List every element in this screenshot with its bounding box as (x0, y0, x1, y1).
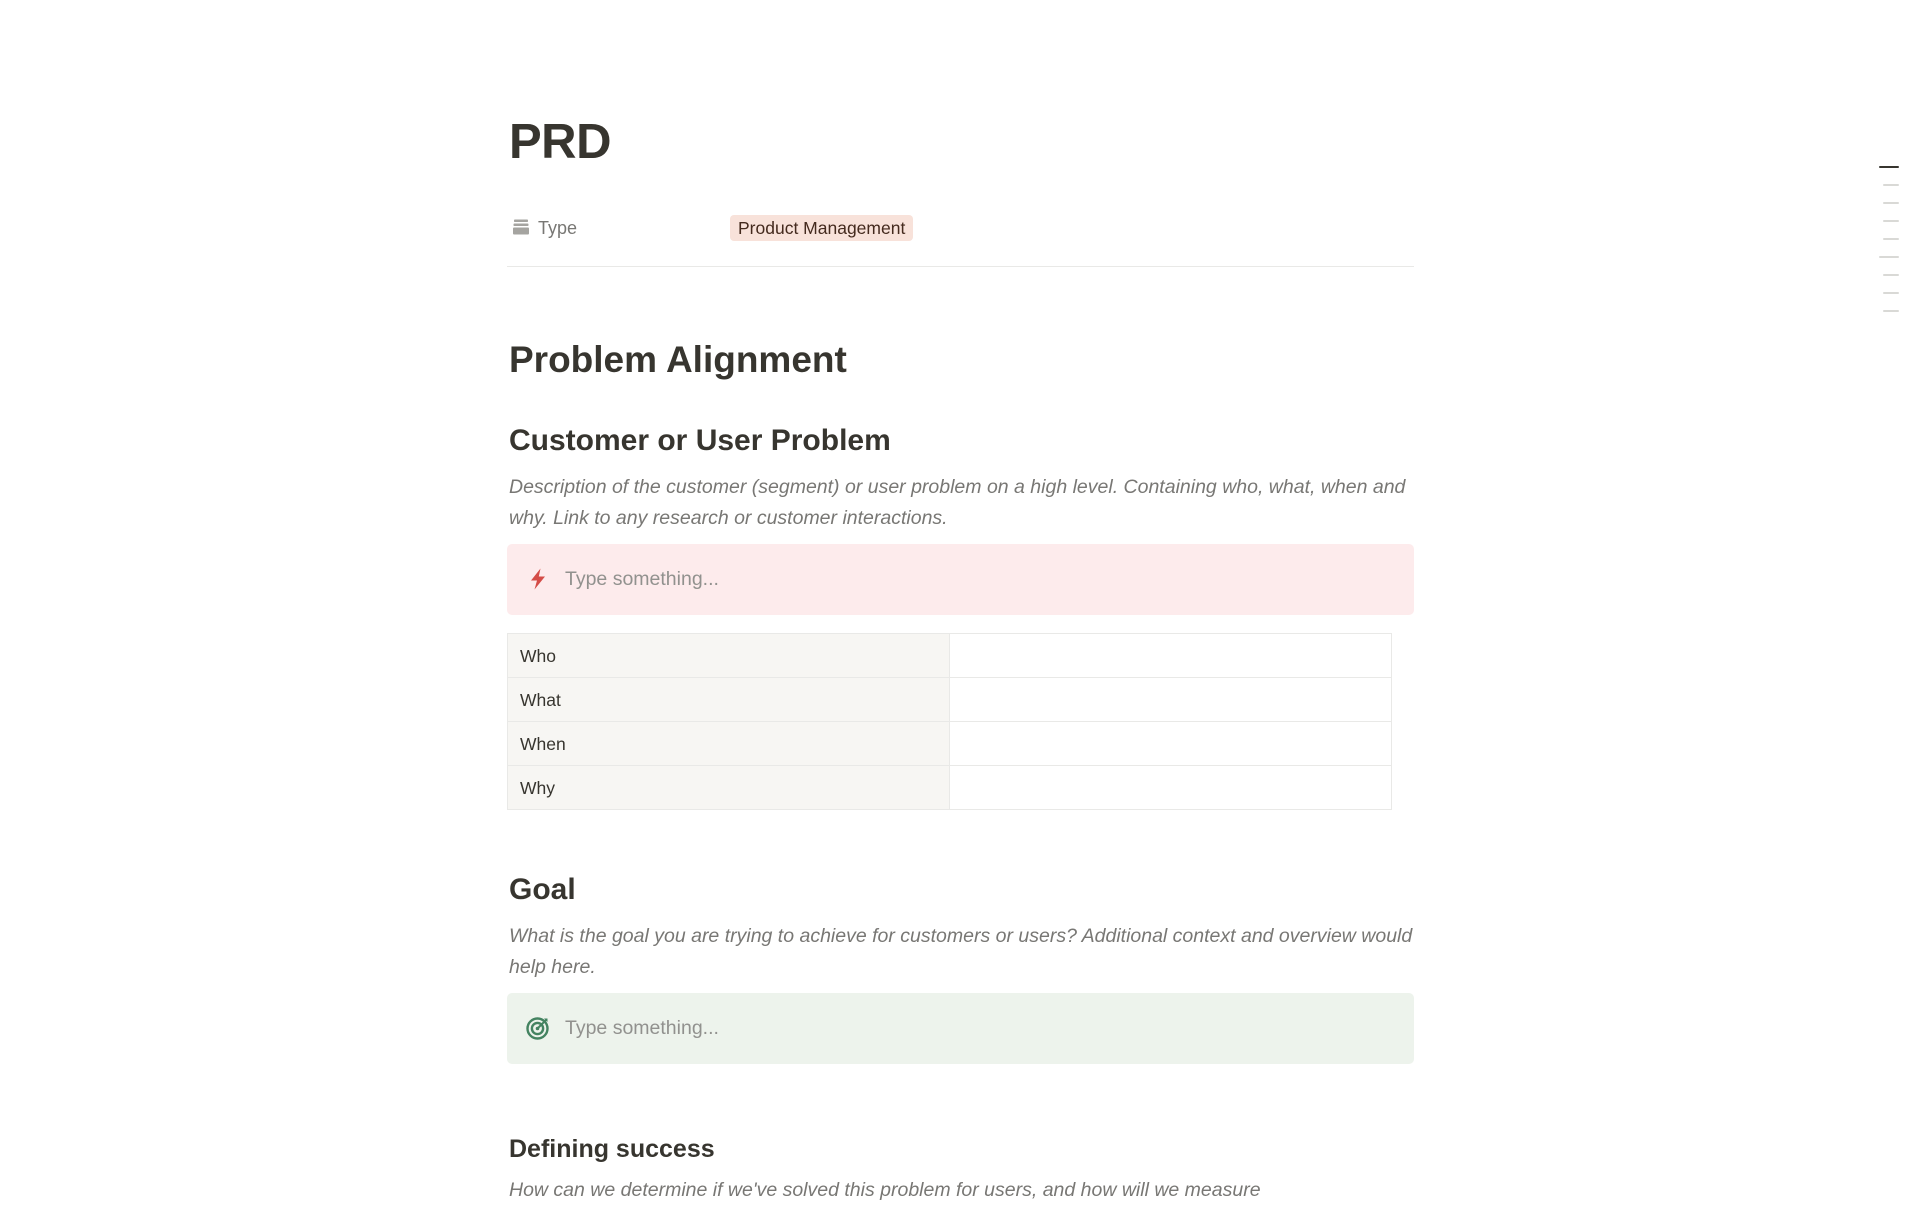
table-cell-key[interactable]: Why (508, 766, 950, 810)
table-cell-key[interactable]: When (508, 722, 950, 766)
toc-item[interactable] (1883, 184, 1899, 186)
table-cell-value[interactable] (950, 634, 1392, 678)
description-defining-success[interactable]: How can we determine if we've solved this problem for users, and how will we measure (509, 1179, 1261, 1201)
toc-item-title[interactable] (1879, 166, 1899, 168)
table-cell-key[interactable]: What (508, 678, 950, 722)
table-cell-value[interactable] (950, 722, 1392, 766)
heading-problem-alignment[interactable]: Problem Alignment (509, 339, 847, 380)
stack-icon (512, 218, 530, 236)
callout-customer-problem[interactable] (507, 544, 1414, 615)
property-tag[interactable]: Product Management (730, 215, 913, 241)
toc-item[interactable] (1879, 256, 1899, 258)
who-what-when-why-table (507, 633, 1392, 810)
toc-item[interactable] (1883, 274, 1899, 276)
callout-goal[interactable] (507, 993, 1414, 1064)
divider (507, 266, 1414, 267)
description-customer-problem[interactable]: Description of the customer (segment) or user problem on a high level. Containing who, what, when and why. Link to any research or customer interactions. (509, 476, 1406, 529)
heading-defining-success[interactable]: Defining success (509, 1135, 715, 1163)
callout-placeholder[interactable]: Type something... (565, 1017, 719, 1039)
table-row (508, 722, 1392, 766)
description-goal[interactable]: What is the goal you are trying to achieve for customers or users? Additional context and overview would help here. (509, 925, 1413, 978)
toc-item[interactable] (1883, 310, 1899, 312)
heading-customer-problem[interactable]: Customer or User Problem (509, 424, 891, 457)
lightning-icon[interactable] (526, 567, 550, 591)
toc-item[interactable] (1883, 238, 1899, 240)
table-row (508, 678, 1392, 722)
table-cell-value[interactable] (950, 766, 1392, 810)
page-title[interactable]: PRD (509, 115, 611, 169)
property-row-type[interactable] (505, 211, 1414, 243)
callout-placeholder[interactable]: Type something... (565, 568, 719, 590)
toc-item[interactable] (1883, 220, 1899, 222)
table-row (508, 634, 1392, 678)
toc-item[interactable] (1883, 202, 1899, 204)
table-cell-key[interactable]: Who (508, 634, 950, 678)
target-icon[interactable] (526, 1016, 550, 1040)
toc-item[interactable] (1883, 292, 1899, 294)
table-row (508, 766, 1392, 810)
table-cell-value[interactable] (950, 678, 1392, 722)
heading-goal[interactable]: Goal (509, 873, 576, 906)
property-label: Type (538, 218, 578, 238)
